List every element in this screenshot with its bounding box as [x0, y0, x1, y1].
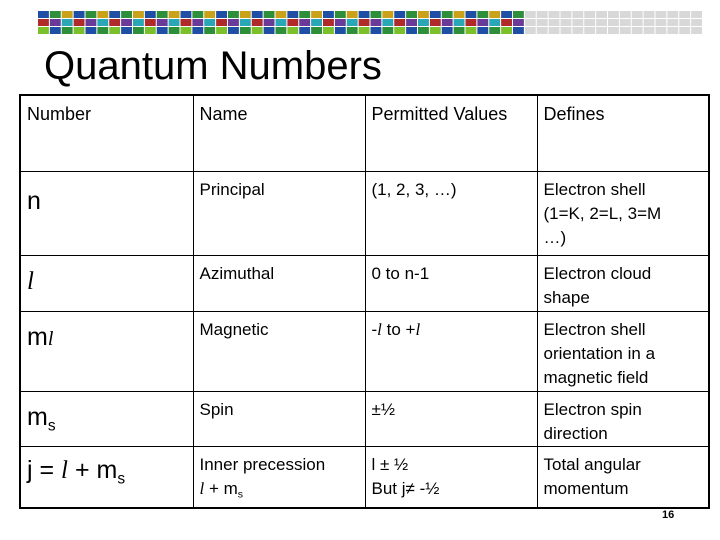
defines-line: …) — [543, 227, 567, 247]
banner-tile — [299, 19, 310, 26]
name-l: l — [199, 478, 205, 498]
banner-tile — [50, 27, 61, 34]
number-l: l — [61, 456, 68, 484]
banner-tile — [679, 27, 690, 34]
banner-tile — [596, 11, 607, 18]
cell-name: Azimuthal — [193, 255, 365, 311]
banner-tile — [276, 27, 287, 34]
banner-tile — [228, 19, 239, 26]
banner-tile — [323, 27, 334, 34]
number-symbol: n — [27, 186, 41, 215]
table-row — [20, 446, 709, 508]
banner-tile — [667, 11, 678, 18]
banner-tile — [561, 27, 572, 34]
banner-tile — [489, 27, 500, 34]
banner-tile — [192, 11, 203, 18]
banner-tile — [537, 11, 548, 18]
banner-tile — [584, 11, 595, 18]
banner-tile — [62, 11, 73, 18]
banner-tile — [169, 27, 180, 34]
banner-tile — [382, 11, 393, 18]
banner-tile — [204, 19, 215, 26]
banner-tile — [394, 11, 405, 18]
banner-tile — [513, 19, 524, 26]
banner-tile — [572, 19, 583, 26]
banner-tile — [596, 27, 607, 34]
banner-tile — [406, 27, 417, 34]
banner-tile — [418, 19, 429, 26]
banner-tile — [489, 19, 500, 26]
banner-tile — [133, 27, 144, 34]
banner-tile — [620, 19, 631, 26]
table-header-row — [20, 95, 709, 171]
banner-tile — [50, 11, 61, 18]
header-defines: Defines — [537, 95, 709, 171]
banner-tile — [513, 11, 524, 18]
banner-tile — [561, 11, 572, 18]
banner-tile — [477, 27, 488, 34]
banner-tile — [466, 11, 477, 18]
banner-tile — [157, 19, 168, 26]
number-symbol: l — [27, 267, 34, 295]
banner-tile — [656, 11, 667, 18]
banner-tile — [323, 19, 334, 26]
banner-tile — [287, 19, 298, 26]
banner-tile — [679, 19, 690, 26]
banner-tile — [157, 27, 168, 34]
banner-tile — [145, 19, 156, 26]
banner-tile — [121, 11, 132, 18]
banner-tile — [691, 27, 702, 34]
banner-tile — [311, 19, 322, 26]
banner-tile — [74, 11, 85, 18]
number-subscript: s — [117, 469, 126, 487]
banner-tile — [287, 27, 298, 34]
banner-tile — [109, 11, 120, 18]
banner-tile — [644, 19, 655, 26]
banner-tile — [216, 19, 227, 26]
banner-tile — [691, 11, 702, 18]
banner-tile — [359, 11, 370, 18]
defines-line: momentum — [543, 478, 629, 498]
banner-tile — [525, 11, 536, 18]
banner-tile — [276, 19, 287, 26]
banner-tile — [240, 19, 251, 26]
banner-tile — [181, 19, 192, 26]
banner-tile — [608, 11, 619, 18]
banner-tile — [121, 19, 132, 26]
banner-tile — [192, 19, 203, 26]
cell-number — [20, 311, 193, 391]
banner-tile — [287, 11, 298, 18]
slide-title: Quantum Numbers — [44, 44, 382, 88]
banner-tile — [584, 27, 595, 34]
banner-tile — [86, 27, 97, 34]
decorative-banner — [38, 11, 703, 35]
banner-tile — [442, 27, 453, 34]
banner-tile — [97, 19, 108, 26]
name-line-2 — [200, 477, 359, 507]
header-permitted-values: Permitted Values — [365, 95, 537, 171]
banner-tile — [86, 19, 97, 26]
banner-tile — [347, 19, 358, 26]
banner-tile — [371, 27, 382, 34]
banner-tile — [549, 19, 560, 26]
banner-tile — [169, 19, 180, 26]
banner-tile — [145, 11, 156, 18]
cell-values — [365, 311, 537, 391]
banner-tile — [608, 27, 619, 34]
page-number: 16 — [662, 509, 675, 521]
banner-tile — [691, 19, 702, 26]
banner-tile — [572, 11, 583, 18]
cell-values: ±½ — [365, 391, 537, 446]
cell-number — [20, 391, 193, 446]
banner-tile — [240, 11, 251, 18]
banner-tile — [62, 27, 73, 34]
banner-tile — [430, 27, 441, 34]
cell-name — [193, 446, 365, 508]
quantum-numbers-table — [19, 94, 710, 509]
banner-tile — [109, 27, 120, 34]
banner-tile — [525, 27, 536, 34]
banner-tile — [216, 11, 227, 18]
banner-tile — [442, 19, 453, 26]
banner-tile — [572, 27, 583, 34]
banner-tile — [382, 19, 393, 26]
banner-tile — [157, 11, 168, 18]
cell-values — [365, 446, 537, 508]
banner-tile — [442, 11, 453, 18]
defines-line: Electron shell — [543, 179, 646, 199]
values-line: l ± ½ — [371, 454, 409, 474]
table-row — [20, 255, 709, 311]
banner-tile — [466, 27, 477, 34]
banner-tile — [38, 11, 49, 18]
banner-tile — [216, 27, 227, 34]
banner-tile — [347, 11, 358, 18]
cell-values: 0 to n-1 — [365, 255, 537, 311]
banner-tile — [145, 27, 156, 34]
banner-tile — [501, 11, 512, 18]
banner-tile — [644, 27, 655, 34]
banner-tile — [489, 11, 500, 18]
banner-tile — [656, 27, 667, 34]
banner-tile — [335, 27, 346, 34]
banner-tile — [204, 27, 215, 34]
cell-number — [20, 171, 193, 255]
banner-tile — [74, 27, 85, 34]
banner-tile — [608, 19, 619, 26]
banner-tile — [371, 19, 382, 26]
banner-tile — [561, 19, 572, 26]
banner-tile — [62, 19, 73, 26]
cell-values: (1, 2, 3, …) — [365, 171, 537, 255]
defines-line: direction — [543, 423, 608, 443]
banner-tile — [454, 19, 465, 26]
banner-tile — [335, 11, 346, 18]
banner-tile — [430, 11, 441, 18]
banner-tile — [501, 27, 512, 34]
table-row — [20, 311, 709, 391]
banner-tile — [406, 19, 417, 26]
number-subscript: l — [47, 327, 54, 350]
banner-tile — [121, 27, 132, 34]
banner-tile — [311, 11, 322, 18]
table-row — [20, 391, 709, 446]
banner-tile — [264, 11, 275, 18]
header-number: Number — [20, 95, 193, 171]
banner-tile — [632, 19, 643, 26]
cell-defines — [537, 446, 709, 508]
banner-tile — [406, 11, 417, 18]
banner-tile — [382, 27, 393, 34]
number-subscript: s — [47, 416, 56, 434]
banner-tile — [667, 19, 678, 26]
banner-tile — [418, 27, 429, 34]
banner-tile — [394, 27, 405, 34]
banner-tile — [359, 27, 370, 34]
banner-tile — [347, 27, 358, 34]
banner-tile — [240, 27, 251, 34]
banner-tile — [549, 27, 560, 34]
banner-tile — [252, 11, 263, 18]
banner-tile — [537, 27, 548, 34]
banner-tile — [632, 27, 643, 34]
values-mid: to + — [381, 319, 416, 339]
banner-tile — [38, 19, 49, 26]
banner-tile — [133, 19, 144, 26]
name-post: + m — [204, 478, 238, 498]
banner-tile — [311, 27, 322, 34]
banner-tile — [501, 19, 512, 26]
banner-tile — [204, 11, 215, 18]
banner-tile — [430, 19, 441, 26]
banner-tile — [454, 27, 465, 34]
banner-tile — [299, 27, 310, 34]
values-pre: - — [371, 319, 378, 339]
banner-tile — [264, 27, 275, 34]
banner-tile — [394, 19, 405, 26]
banner-tile — [620, 11, 631, 18]
values-l: l — [415, 319, 421, 339]
banner-tile — [38, 27, 49, 34]
defines-line: magnetic field — [543, 367, 649, 387]
banner-tile — [74, 19, 85, 26]
banner-tile — [620, 27, 631, 34]
banner-tile — [644, 11, 655, 18]
banner-tile — [252, 27, 263, 34]
defines-line: shape — [543, 287, 590, 307]
banner-tile — [656, 19, 667, 26]
banner-tile — [109, 19, 120, 26]
cell-number — [20, 446, 193, 508]
defines-line: Total angular — [543, 454, 641, 474]
banner-tile — [584, 19, 595, 26]
banner-tile — [477, 19, 488, 26]
banner-tile — [50, 19, 61, 26]
banner-tile — [228, 11, 239, 18]
name-line: Inner precession — [199, 454, 326, 474]
name-subscript: s — [237, 488, 244, 501]
banner-tile — [632, 11, 643, 18]
banner-tile — [276, 11, 287, 18]
banner-tile — [466, 19, 477, 26]
banner-tile — [133, 11, 144, 18]
banner-tile — [181, 27, 192, 34]
banner-tile — [359, 19, 370, 26]
banner-tile — [667, 27, 678, 34]
banner-tile — [97, 11, 108, 18]
banner-tile — [192, 27, 203, 34]
banner-tile — [228, 27, 239, 34]
defines-line: Electron spin — [543, 399, 642, 419]
banner-tile — [299, 11, 310, 18]
banner-tile — [252, 19, 263, 26]
cell-defines — [537, 171, 709, 255]
defines-line: Electron shell — [543, 319, 646, 339]
number-symbol: m — [27, 402, 48, 431]
banner-tile — [513, 27, 524, 34]
cell-number — [20, 255, 193, 311]
defines-line: Electron cloud — [543, 263, 652, 283]
banner-tile — [335, 19, 346, 26]
banner-tile — [169, 11, 180, 18]
banner-tile — [86, 11, 97, 18]
defines-line: (1=K, 2=L, 3=M — [543, 203, 662, 223]
banner-tile — [679, 11, 690, 18]
cell-name: Principal — [193, 171, 365, 255]
number-pre: j = — [27, 455, 62, 484]
table-row — [20, 171, 709, 255]
banner-tile — [525, 19, 536, 26]
values-l: l — [377, 319, 382, 339]
banner-tile — [454, 11, 465, 18]
banner-tile — [181, 11, 192, 18]
cell-name: Spin — [193, 391, 365, 446]
defines-line: orientation in a — [543, 343, 656, 363]
banner-tile — [371, 11, 382, 18]
banner-tile — [537, 19, 548, 26]
cell-defines — [537, 255, 709, 311]
cell-name: Magnetic — [193, 311, 365, 391]
header-name: Name — [193, 95, 365, 171]
cell-defines — [537, 311, 709, 391]
banner-tile — [323, 11, 334, 18]
number-symbol: m — [27, 322, 48, 351]
values-line: But j≠ -½ — [371, 478, 440, 498]
number-post: + m — [68, 455, 118, 484]
banner-tile — [477, 11, 488, 18]
banner-tile — [596, 19, 607, 26]
cell-defines — [537, 391, 709, 446]
banner-tile — [418, 11, 429, 18]
banner-tile — [264, 19, 275, 26]
banner-tile — [549, 11, 560, 18]
banner-tile — [97, 27, 108, 34]
